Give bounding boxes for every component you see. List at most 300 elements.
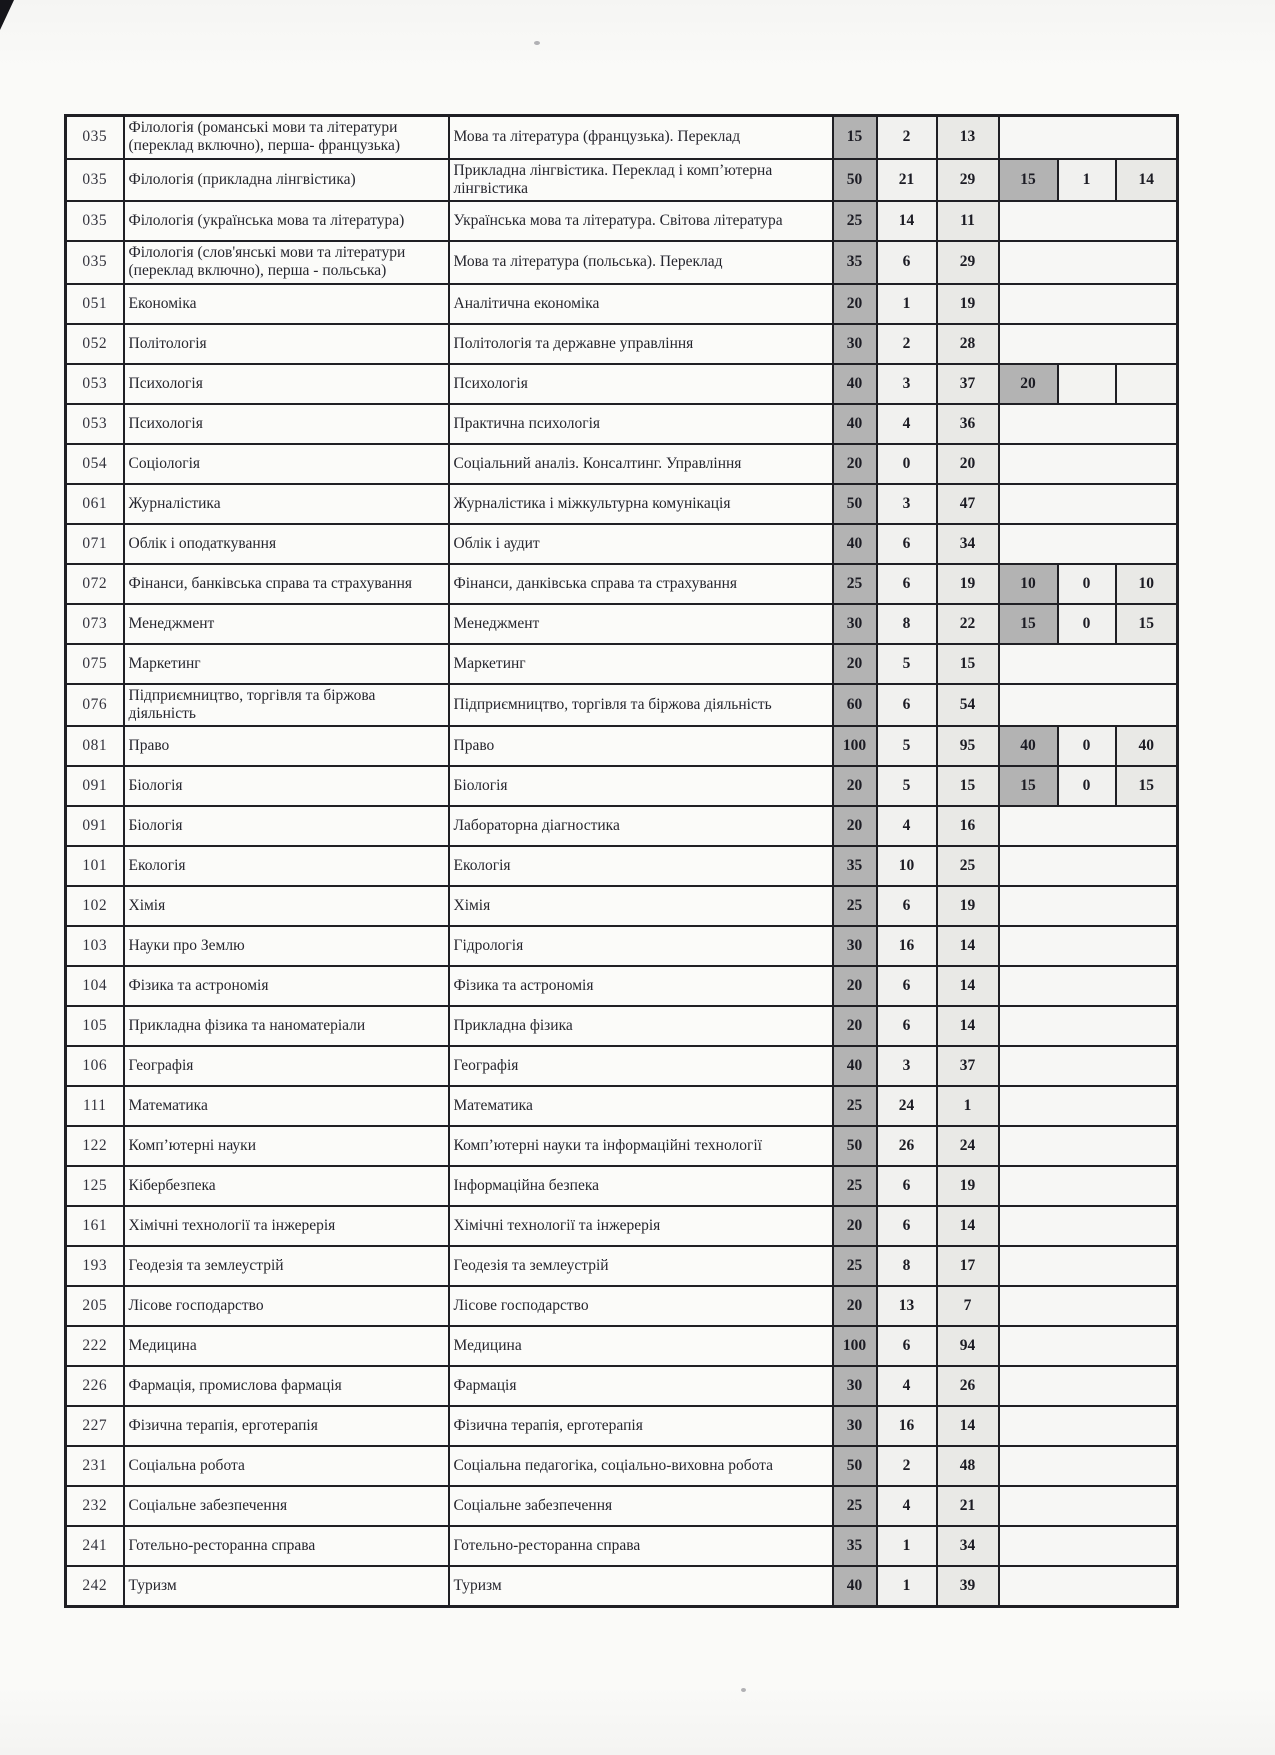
enrolled-count: 6	[877, 1006, 937, 1046]
vacant-count: 15	[937, 644, 999, 684]
licensed-count: 30	[833, 1366, 877, 1406]
specialty-name: Біологія	[124, 766, 449, 806]
licensed-count: 50	[833, 1446, 877, 1486]
vacant-count: 94	[937, 1326, 999, 1366]
licensed-count: 100	[833, 726, 877, 766]
specialty-name: Фізична терапія, ерготерапія	[124, 1406, 449, 1446]
specialty-code: 076	[66, 684, 124, 727]
extra-quota-count: 15	[999, 604, 1058, 644]
extra-empty-cell	[999, 404, 1178, 444]
table-row	[66, 241, 1178, 284]
program-name: Лісове господарство	[449, 1286, 833, 1326]
enrolled-count: 6	[877, 524, 937, 564]
specialty-code: 071	[66, 524, 124, 564]
program-name: Психологія	[449, 364, 833, 404]
specialty-name: Медицина	[124, 1326, 449, 1366]
enrolled-count: 16	[877, 926, 937, 966]
licensed-count: 25	[833, 1086, 877, 1126]
vacant-count: 19	[937, 564, 999, 604]
enrolled-count: 5	[877, 644, 937, 684]
licensed-count: 20	[833, 1006, 877, 1046]
enrolled-count: 26	[877, 1126, 937, 1166]
program-name: Українська мова та література. Світова література	[449, 201, 833, 241]
table-row	[66, 966, 1178, 1006]
specialty-code: 091	[66, 806, 124, 846]
enrolled-count: 14	[877, 201, 937, 241]
table-row	[66, 404, 1178, 444]
enrolled-count: 10	[877, 846, 937, 886]
enrolled-count: 3	[877, 364, 937, 404]
extra-empty-cell	[999, 846, 1178, 886]
licensed-count: 30	[833, 1406, 877, 1446]
extra-empty-cell	[999, 966, 1178, 1006]
enrolled-count: 24	[877, 1086, 937, 1126]
specialty-code: 122	[66, 1126, 124, 1166]
vacant-count: 34	[937, 1526, 999, 1566]
program-name: Мова та література (французька). Переклад	[449, 116, 833, 159]
extra-empty-cell	[999, 1446, 1178, 1486]
extra-empty-cell	[999, 1086, 1178, 1126]
licensed-count: 50	[833, 484, 877, 524]
specialty-code: 035	[66, 159, 124, 202]
specialty-code: 081	[66, 726, 124, 766]
specialty-name: Математика	[124, 1086, 449, 1126]
licensed-count: 25	[833, 1166, 877, 1206]
specialty-name: Туризм	[124, 1566, 449, 1607]
extra-empty-cell	[999, 684, 1178, 727]
enrolled-count: 1	[877, 284, 937, 324]
vacant-count: 28	[937, 324, 999, 364]
specialty-name: Політологія	[124, 324, 449, 364]
table-row	[66, 524, 1178, 564]
enrolled-count: 4	[877, 404, 937, 444]
specialty-name: Географія	[124, 1046, 449, 1086]
table-row	[66, 766, 1178, 806]
program-name: Хімія	[449, 886, 833, 926]
licensed-count: 20	[833, 284, 877, 324]
extra-empty-cell	[999, 926, 1178, 966]
enrolled-count: 6	[877, 564, 937, 604]
vacant-count: 19	[937, 284, 999, 324]
program-name: Фармація	[449, 1366, 833, 1406]
specialty-name: Екологія	[124, 846, 449, 886]
table-row	[66, 1406, 1178, 1446]
extra-empty-cell	[999, 241, 1178, 284]
extra-empty-cell	[999, 1526, 1178, 1566]
vacant-count: 24	[937, 1126, 999, 1166]
table-row	[66, 116, 1178, 159]
extra-empty-cell	[999, 284, 1178, 324]
vacant-count: 37	[937, 1046, 999, 1086]
scan-speck	[534, 41, 540, 45]
program-name: Право	[449, 726, 833, 766]
scan-speck	[741, 1688, 746, 1692]
extra-vacant-count	[1116, 364, 1178, 404]
extra-empty-cell	[999, 524, 1178, 564]
program-name: Медицина	[449, 1326, 833, 1366]
specialty-name: Філологія (слов'янські мови та літератури (переклад включно), перша - польська)	[124, 241, 449, 284]
extra-vacant-count: 14	[1116, 159, 1178, 202]
specialty-code: 222	[66, 1326, 124, 1366]
vacant-count: 19	[937, 886, 999, 926]
specialty-code: 053	[66, 404, 124, 444]
table-row	[66, 604, 1178, 644]
extra-enrolled-count: 0	[1058, 726, 1116, 766]
extra-empty-cell	[999, 1406, 1178, 1446]
licensed-count: 35	[833, 1526, 877, 1566]
specialty-name: Біологія	[124, 806, 449, 846]
program-name: Фізика та астрономія	[449, 966, 833, 1006]
specialty-code: 161	[66, 1206, 124, 1246]
enrolled-count: 2	[877, 324, 937, 364]
licensed-count: 20	[833, 766, 877, 806]
enrolled-count: 0	[877, 444, 937, 484]
table-row	[66, 564, 1178, 604]
licensed-count: 40	[833, 1566, 877, 1607]
specialty-name: Журналістика	[124, 484, 449, 524]
table-row	[66, 1126, 1178, 1166]
licensed-count: 50	[833, 1126, 877, 1166]
specialty-code: 052	[66, 324, 124, 364]
extra-empty-cell	[999, 1486, 1178, 1526]
table-row	[66, 846, 1178, 886]
program-name: Комп’ютерні науки та інформаційні технології	[449, 1126, 833, 1166]
licensed-count: 20	[833, 966, 877, 1006]
table-row	[66, 159, 1178, 202]
extra-empty-cell	[999, 484, 1178, 524]
program-name: Прикладна фізика	[449, 1006, 833, 1046]
licensed-count: 40	[833, 524, 877, 564]
table-row	[66, 1446, 1178, 1486]
extra-empty-cell	[999, 1366, 1178, 1406]
enrolled-count: 2	[877, 116, 937, 159]
specialty-code: 101	[66, 846, 124, 886]
enrolled-count: 6	[877, 684, 937, 727]
table-row	[66, 284, 1178, 324]
enrolled-count: 5	[877, 726, 937, 766]
vacant-count: 37	[937, 364, 999, 404]
table-row	[66, 1086, 1178, 1126]
extra-empty-cell	[999, 806, 1178, 846]
specialty-code: 061	[66, 484, 124, 524]
enrolled-count: 21	[877, 159, 937, 202]
extra-empty-cell	[999, 1006, 1178, 1046]
extra-vacant-count: 40	[1116, 726, 1178, 766]
enrolled-count: 16	[877, 1406, 937, 1446]
program-name: Аналітична економіка	[449, 284, 833, 324]
licensed-count: 35	[833, 846, 877, 886]
extra-quota-count: 20	[999, 364, 1058, 404]
specialty-name: Маркетинг	[124, 644, 449, 684]
enrolled-count: 6	[877, 1326, 937, 1366]
extra-empty-cell	[999, 1166, 1178, 1206]
program-name: Підприємництво, торгівля та біржова діяльність	[449, 684, 833, 727]
scan-corner-mark	[0, 0, 14, 30]
extra-empty-cell	[999, 201, 1178, 241]
enrolled-count: 4	[877, 1486, 937, 1526]
specialty-name: Комп’ютерні науки	[124, 1126, 449, 1166]
table-row	[66, 726, 1178, 766]
specialty-name: Готельно-ресторанна справа	[124, 1526, 449, 1566]
specialty-name: Соціальна робота	[124, 1446, 449, 1486]
extra-empty-cell	[999, 1286, 1178, 1326]
specialty-code: 035	[66, 116, 124, 159]
table-row	[66, 484, 1178, 524]
specialty-code: 103	[66, 926, 124, 966]
specialty-code: 105	[66, 1006, 124, 1046]
vacant-count: 19	[937, 1166, 999, 1206]
specialty-name: Геодезія та землеустрій	[124, 1246, 449, 1286]
vacant-count: 20	[937, 444, 999, 484]
vacant-count: 14	[937, 1206, 999, 1246]
extra-empty-cell	[999, 444, 1178, 484]
vacant-count: 17	[937, 1246, 999, 1286]
specialty-name: Хімія	[124, 886, 449, 926]
program-name: Мова та література (польська). Переклад	[449, 241, 833, 284]
specialty-code: 035	[66, 201, 124, 241]
program-name: Біологія	[449, 766, 833, 806]
extra-vacant-count: 15	[1116, 604, 1178, 644]
extra-enrolled-count: 0	[1058, 604, 1116, 644]
enrolled-count: 1	[877, 1526, 937, 1566]
licensed-count: 25	[833, 201, 877, 241]
specialty-name: Соціальне забезпечення	[124, 1486, 449, 1526]
program-name: Облік і аудит	[449, 524, 833, 564]
extra-empty-cell	[999, 116, 1178, 159]
program-name: Практична психологія	[449, 404, 833, 444]
specialty-code: 104	[66, 966, 124, 1006]
program-name: Прикладна лінгвістика. Переклад і комп’ютерна лінгвістика	[449, 159, 833, 202]
licensed-count: 30	[833, 324, 877, 364]
licensed-count: 25	[833, 1246, 877, 1286]
specialty-code: 054	[66, 444, 124, 484]
table-row	[66, 364, 1178, 404]
specialty-name: Хімічні технології та інжерерія	[124, 1206, 449, 1246]
extra-vacant-count: 15	[1116, 766, 1178, 806]
specialty-code: 102	[66, 886, 124, 926]
table-row	[66, 926, 1178, 966]
program-name: Журналістика і міжкультурна комунікація	[449, 484, 833, 524]
enrolled-count: 6	[877, 886, 937, 926]
program-name: Фізична терапія, ерготерапія	[449, 1406, 833, 1446]
specialty-code: 091	[66, 766, 124, 806]
table-row	[66, 1486, 1178, 1526]
vacant-count: 14	[937, 1006, 999, 1046]
vacant-count: 48	[937, 1446, 999, 1486]
vacant-count: 54	[937, 684, 999, 727]
licensed-count: 20	[833, 1206, 877, 1246]
specialty-name: Право	[124, 726, 449, 766]
vacant-count: 21	[937, 1486, 999, 1526]
licensed-count: 25	[833, 564, 877, 604]
enrolled-count: 8	[877, 1246, 937, 1286]
table-row	[66, 1526, 1178, 1566]
program-name: Соціальна педагогіка, соціально-виховна робота	[449, 1446, 833, 1486]
program-name: Готельно-ресторанна справа	[449, 1526, 833, 1566]
program-name: Лабораторна діагностика	[449, 806, 833, 846]
licensed-count: 20	[833, 644, 877, 684]
specialty-name: Прикладна фізика та наноматеріали	[124, 1006, 449, 1046]
program-name: Екологія	[449, 846, 833, 886]
enrolled-count: 6	[877, 1166, 937, 1206]
specialty-code: 035	[66, 241, 124, 284]
vacant-count: 36	[937, 404, 999, 444]
enrolled-count: 3	[877, 484, 937, 524]
enrolled-count: 1	[877, 1566, 937, 1607]
extra-enrolled-count: 0	[1058, 766, 1116, 806]
enrolled-count: 5	[877, 766, 937, 806]
specialty-name: Облік і оподаткування	[124, 524, 449, 564]
vacant-count: 34	[937, 524, 999, 564]
enrolled-count: 13	[877, 1286, 937, 1326]
vacant-count: 15	[937, 766, 999, 806]
extra-enrolled-count	[1058, 364, 1116, 404]
table-row	[66, 684, 1178, 727]
program-name: Політологія та державне управління	[449, 324, 833, 364]
specialty-code: 073	[66, 604, 124, 644]
specialty-code: 106	[66, 1046, 124, 1086]
licensed-count: 25	[833, 886, 877, 926]
licensed-count: 30	[833, 604, 877, 644]
specialty-code: 232	[66, 1486, 124, 1526]
table-row	[66, 806, 1178, 846]
licensed-count: 40	[833, 404, 877, 444]
table-row	[66, 1366, 1178, 1406]
enrolled-count: 8	[877, 604, 937, 644]
vacant-count: 7	[937, 1286, 999, 1326]
specialty-code: 051	[66, 284, 124, 324]
specialty-code: 231	[66, 1446, 124, 1486]
extra-quota-count: 15	[999, 159, 1058, 202]
table-row	[66, 1566, 1178, 1607]
specialty-code: 242	[66, 1566, 124, 1607]
extra-empty-cell	[999, 1566, 1178, 1607]
enrolled-count: 6	[877, 241, 937, 284]
program-name: Географія	[449, 1046, 833, 1086]
licensed-count: 20	[833, 1286, 877, 1326]
vacant-count: 1	[937, 1086, 999, 1126]
specialty-name: Підприємництво, торгівля та біржова діяльність	[124, 684, 449, 727]
program-name: Туризм	[449, 1566, 833, 1607]
program-name: Маркетинг	[449, 644, 833, 684]
specialty-name: Філологія (українська мова та література)	[124, 201, 449, 241]
table-row	[66, 644, 1178, 684]
vacant-count: 25	[937, 846, 999, 886]
specialty-name: Фінанси, банківська справа та страхування	[124, 564, 449, 604]
program-name: Менеджмент	[449, 604, 833, 644]
extra-vacant-count: 10	[1116, 564, 1178, 604]
table-row	[66, 1006, 1178, 1046]
specialty-name: Фізика та астрономія	[124, 966, 449, 1006]
licensed-count: 35	[833, 241, 877, 284]
table-row	[66, 324, 1178, 364]
table-row	[66, 1246, 1178, 1286]
licensed-count: 15	[833, 116, 877, 159]
vacant-count: 47	[937, 484, 999, 524]
specialty-code: 193	[66, 1246, 124, 1286]
extra-empty-cell	[999, 1246, 1178, 1286]
licensed-count: 50	[833, 159, 877, 202]
program-name: Геодезія та землеустрій	[449, 1246, 833, 1286]
vacant-count: 29	[937, 159, 999, 202]
extra-empty-cell	[999, 1206, 1178, 1246]
specialty-name: Економіка	[124, 284, 449, 324]
enrolled-count: 6	[877, 1206, 937, 1246]
specialty-code: 205	[66, 1286, 124, 1326]
table-row	[66, 1326, 1178, 1366]
vacant-count: 14	[937, 926, 999, 966]
vacant-count: 16	[937, 806, 999, 846]
table-row	[66, 1166, 1178, 1206]
specialty-name: Науки про Землю	[124, 926, 449, 966]
extra-quota-count: 10	[999, 564, 1058, 604]
specialty-name: Філологія (прикладна лінгвістика)	[124, 159, 449, 202]
specialty-name: Фармація, промислова фармація	[124, 1366, 449, 1406]
program-name: Математика	[449, 1086, 833, 1126]
licensed-count: 40	[833, 1046, 877, 1086]
specialty-name: Соціологія	[124, 444, 449, 484]
table-row	[66, 886, 1178, 926]
specialty-name: Психологія	[124, 404, 449, 444]
enrolled-count: 6	[877, 966, 937, 1006]
vacant-count: 95	[937, 726, 999, 766]
admissions-table	[64, 114, 1179, 1608]
table-row	[66, 1286, 1178, 1326]
extra-enrolled-count: 0	[1058, 564, 1116, 604]
extra-empty-cell	[999, 644, 1178, 684]
table-row	[66, 1206, 1178, 1246]
specialty-code: 241	[66, 1526, 124, 1566]
vacant-count: 22	[937, 604, 999, 644]
program-name: Хімічні технології та інжерерія	[449, 1206, 833, 1246]
vacant-count: 14	[937, 1406, 999, 1446]
specialty-code: 075	[66, 644, 124, 684]
specialty-code: 111	[66, 1086, 124, 1126]
licensed-count: 25	[833, 1486, 877, 1526]
program-name: Гідрологія	[449, 926, 833, 966]
licensed-count: 60	[833, 684, 877, 727]
enrolled-count: 2	[877, 1446, 937, 1486]
licensed-count: 40	[833, 364, 877, 404]
extra-empty-cell	[999, 1046, 1178, 1086]
enrolled-count: 4	[877, 1366, 937, 1406]
specialty-name: Лісове господарство	[124, 1286, 449, 1326]
program-name: Соціальне забезпечення	[449, 1486, 833, 1526]
specialty-code: 072	[66, 564, 124, 604]
table-row	[66, 1046, 1178, 1086]
extra-empty-cell	[999, 1126, 1178, 1166]
licensed-count: 20	[833, 806, 877, 846]
extra-empty-cell	[999, 1326, 1178, 1366]
vacant-count: 14	[937, 966, 999, 1006]
table-row	[66, 444, 1178, 484]
specialty-code: 053	[66, 364, 124, 404]
licensed-count: 20	[833, 444, 877, 484]
vacant-count: 26	[937, 1366, 999, 1406]
specialty-name: Філологія (романські мови та літератури (переклад включно), перша- французька)	[124, 116, 449, 159]
extra-quota-count: 40	[999, 726, 1058, 766]
extra-quota-count: 15	[999, 766, 1058, 806]
vacant-count: 13	[937, 116, 999, 159]
licensed-count: 100	[833, 1326, 877, 1366]
specialty-code: 125	[66, 1166, 124, 1206]
specialty-code: 226	[66, 1366, 124, 1406]
program-name: Інформаційна безпека	[449, 1166, 833, 1206]
specialty-name: Психологія	[124, 364, 449, 404]
extra-empty-cell	[999, 886, 1178, 926]
program-name: Фінанси, данківська справа та страхування	[449, 564, 833, 604]
vacant-count: 39	[937, 1566, 999, 1607]
